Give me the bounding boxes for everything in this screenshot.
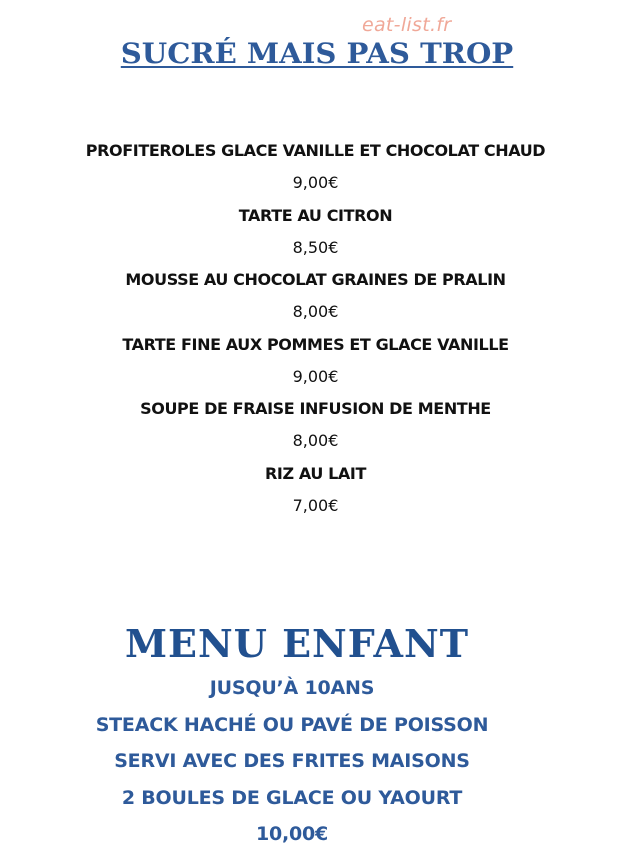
dessert-item-name: TARTE FINE AUX POMMES ET GLACE VANILLE (122, 334, 509, 354)
kids-menu-side: SERVI AVEC DES FRITES MAISONS (114, 750, 470, 772)
dessert-item (0, 394, 631, 459)
watermark: eat-list.fr (362, 14, 452, 36)
dessert-item-price: 7,00€ (292, 495, 339, 515)
kids-menu-dessert: 2 BOULES DE GLACE OU YAOURT (121, 786, 463, 809)
dessert-item (0, 201, 631, 266)
dessert-item-name: SOUPE DE FRAISE INFUSION DE MENTHE (140, 399, 491, 418)
dessert-item-price: 8,00€ (292, 302, 339, 321)
dessert-item (0, 265, 631, 330)
dessert-list (0, 136, 631, 523)
dessert-item-name: PROFITEROLES GLACE VANILLE ET CHOCOLAT CHAUD (85, 141, 546, 160)
dessert-item (0, 136, 631, 201)
dessert-item-price: 9,00€ (292, 173, 339, 192)
dessert-item (0, 330, 631, 395)
kids-menu-main-dish: STEACK HACHÉ OU PAVÉ DE POISSON (95, 713, 489, 736)
dessert-item-name: RIZ AU LAIT (265, 463, 366, 483)
dessert-item-name: MOUSSE AU CHOCOLAT GRAINES DE PRALIN (125, 270, 506, 289)
dessert-item-price: 9,00€ (292, 366, 339, 386)
dessert-item-price: 8,50€ (292, 237, 339, 257)
kids-menu-title: MENU ENFANT (124, 621, 470, 666)
kids-menu-details (0, 670, 584, 853)
dessert-item-name: TARTE AU CITRON (238, 205, 393, 225)
dessert-item-price: 8,00€ (292, 431, 339, 450)
dessert-item (0, 459, 631, 524)
kids-menu-price: 10,00€ (255, 823, 329, 845)
dessert-section-title: SUCRÉ MAIS PAS TROP (120, 37, 514, 70)
kids-menu-age-limit: JUSQU’À 10ANS (209, 677, 375, 699)
